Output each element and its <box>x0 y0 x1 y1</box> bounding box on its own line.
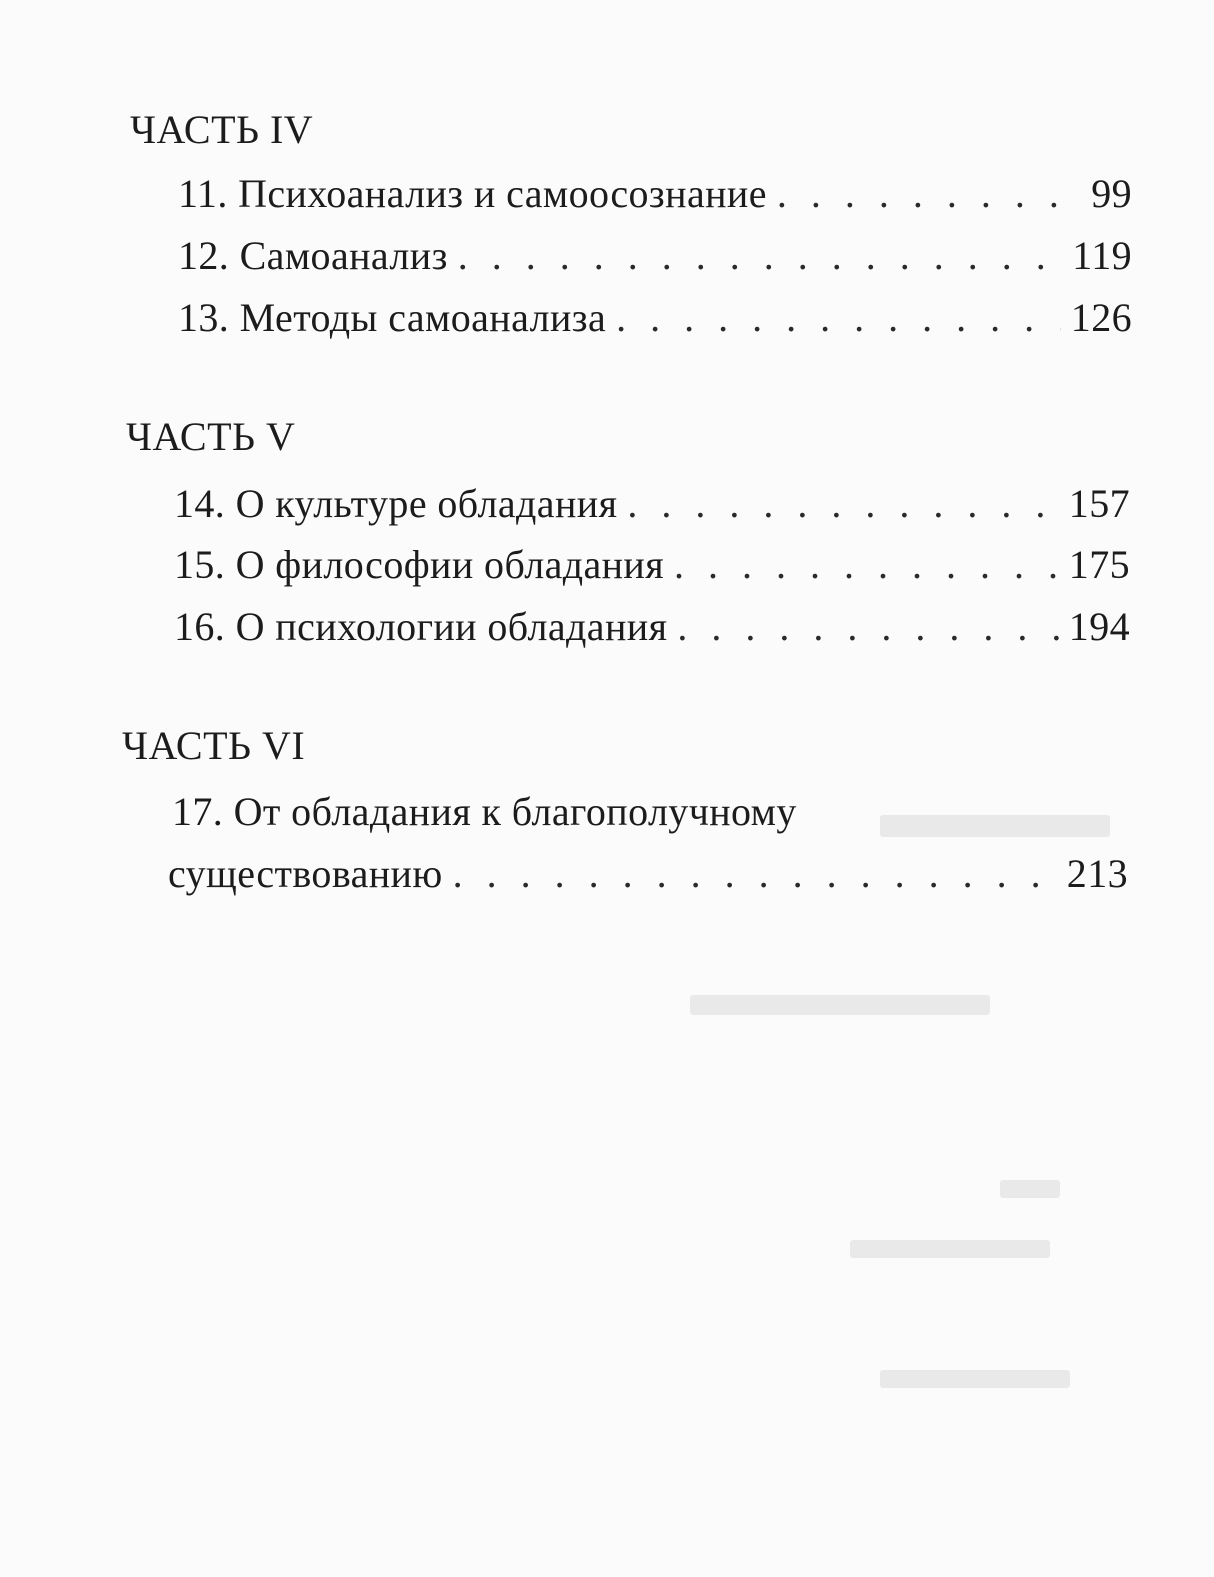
toc-entry[interactable] <box>178 171 1132 216</box>
toc-page-number: 194 <box>1068 604 1130 649</box>
toc-entry-title: 14. О культуре обладания <box>174 481 618 526</box>
toc-entry-title-line2: существованию <box>168 851 443 896</box>
part-heading: ЧАСТЬ VI <box>122 723 306 768</box>
toc-page-number: 213 <box>1066 851 1128 896</box>
bleed-through-mark <box>1000 1180 1060 1198</box>
toc-entry-title: 12. Самоанализ <box>178 233 448 278</box>
dot-leader <box>616 298 1061 338</box>
part-heading: ЧАСТЬ V <box>126 414 296 459</box>
toc-page-number: 175 <box>1068 542 1130 587</box>
dot-leader <box>674 545 1059 585</box>
toc-entry[interactable] <box>174 604 1130 649</box>
toc-entry[interactable] <box>178 233 1132 278</box>
dot-leader <box>627 484 1058 524</box>
bleed-through-mark <box>690 995 990 1015</box>
part-heading: ЧАСТЬ IV <box>130 107 314 152</box>
toc-page-number: 119 <box>1072 233 1132 278</box>
bleed-through-mark <box>880 815 1110 837</box>
toc-page-number: 99 <box>1091 171 1132 216</box>
bleed-through-mark <box>880 1370 1070 1388</box>
toc-page-number: 157 <box>1068 481 1130 526</box>
toc-entry[interactable] <box>174 481 1130 526</box>
toc-entry-title: 16. О психологии обладания <box>174 604 668 649</box>
bleed-through-mark <box>850 1240 1050 1258</box>
dot-leader <box>777 174 1081 214</box>
toc-entry-title: 15. О философии обладания <box>174 542 665 587</box>
toc-entry-title: 11. Психоанализ и самоосознание <box>178 171 767 216</box>
toc-entry[interactable] <box>178 295 1132 340</box>
toc-entry-title: 13. Методы самоанализа <box>178 295 607 340</box>
dot-leader <box>677 607 1058 647</box>
toc-page-number: 126 <box>1070 295 1132 340</box>
dot-leader <box>458 236 1063 276</box>
toc-entry[interactable] <box>174 542 1130 587</box>
toc-entry[interactable] <box>168 851 1128 896</box>
dot-leader <box>453 854 1057 894</box>
toc-entry-title-line1[interactable]: 17. От обладания к благополучному <box>172 789 797 834</box>
